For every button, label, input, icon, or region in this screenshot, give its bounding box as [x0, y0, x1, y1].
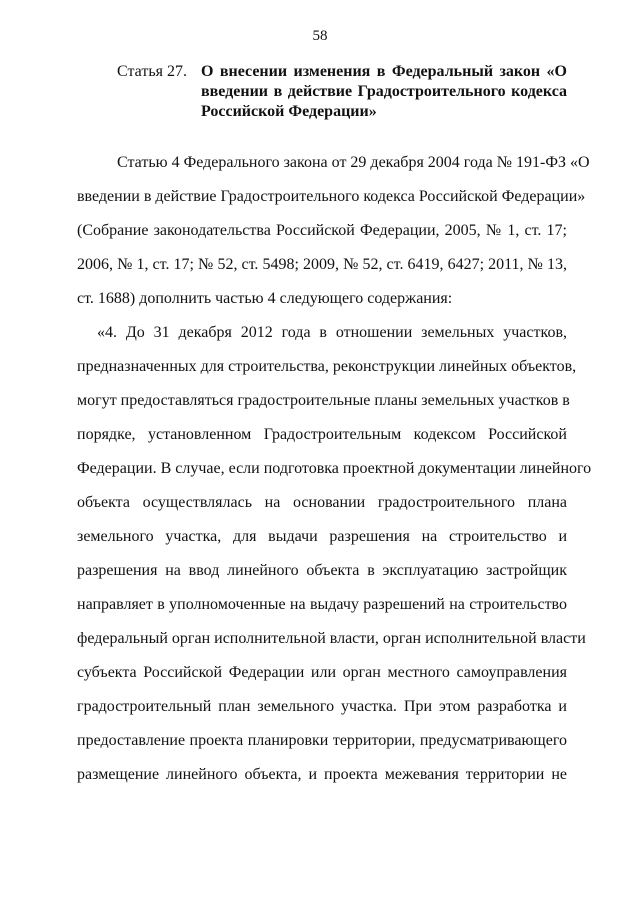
text-line: (Собрание законодательства Российской Федерации, 2005, № 1, ст. 17; [77, 222, 567, 239]
paragraph-amendment-intro [77, 146, 590, 316]
text-line: размещение линейного объекта, и проекта межевания территории не [77, 766, 567, 783]
text-line: предоставление проекта планировки территории, предусматривающего [77, 732, 567, 749]
text-line: направляет в уполномоченные на выдачу разрешений на строительство [77, 596, 567, 613]
text-line: могут предоставляться градостроительные планы земельных участков в [77, 392, 570, 409]
text-line: 2006, № 1, ст. 17; № 52, ст. 5498; 2009, № 52, ст. 6419, 6427; 2011, № 13, [77, 256, 567, 273]
text-line: «4. До 31 декабря 2012 года в отношении земельных участков, [97, 324, 567, 341]
text-line: введении в действие Градостроительного кодекса Российской Федерации» [77, 188, 586, 205]
text-line: разрешения на ввод линейного объекта в эксплуатацию застройщик [77, 562, 567, 579]
text-line: градостроительный план земельного участка. При этом разработка и [77, 698, 567, 715]
text-line: федеральный орган исполнительной власти, орган исполнительной власти [77, 630, 586, 647]
text-line: объекта осуществлялась на основании градостроительного плана [77, 494, 567, 511]
text-line: земельного участка, для выдачи разрешения на строительство и [77, 528, 567, 545]
text-line: Статью 4 Федерального закона от 29 декабря 2004 года № 191-ФЗ «О [117, 154, 590, 171]
page-number: 58 [312, 28, 328, 44]
text-line: Федерации. В случае, если подготовка проектной документации линейного [77, 460, 592, 477]
text-line: ст. 1688) дополнить частью 4 следующего содержания: [77, 290, 453, 307]
text-line: субъекта Российской Федерации или орган местного самоуправления [77, 664, 567, 681]
article-title: О внесении изменения в Федеральный закон «О введении в действие Градостроительного кодекса Российской Федерации» [201, 63, 567, 120]
text-line: предназначенных для строительства, реконструкции линейных объектов, [77, 358, 577, 375]
text-line: порядке, установленном Градостроительным кодексом Российской [77, 426, 567, 443]
article-label: Статья 27. [117, 63, 187, 80]
paragraph-amendment-text [77, 316, 592, 792]
